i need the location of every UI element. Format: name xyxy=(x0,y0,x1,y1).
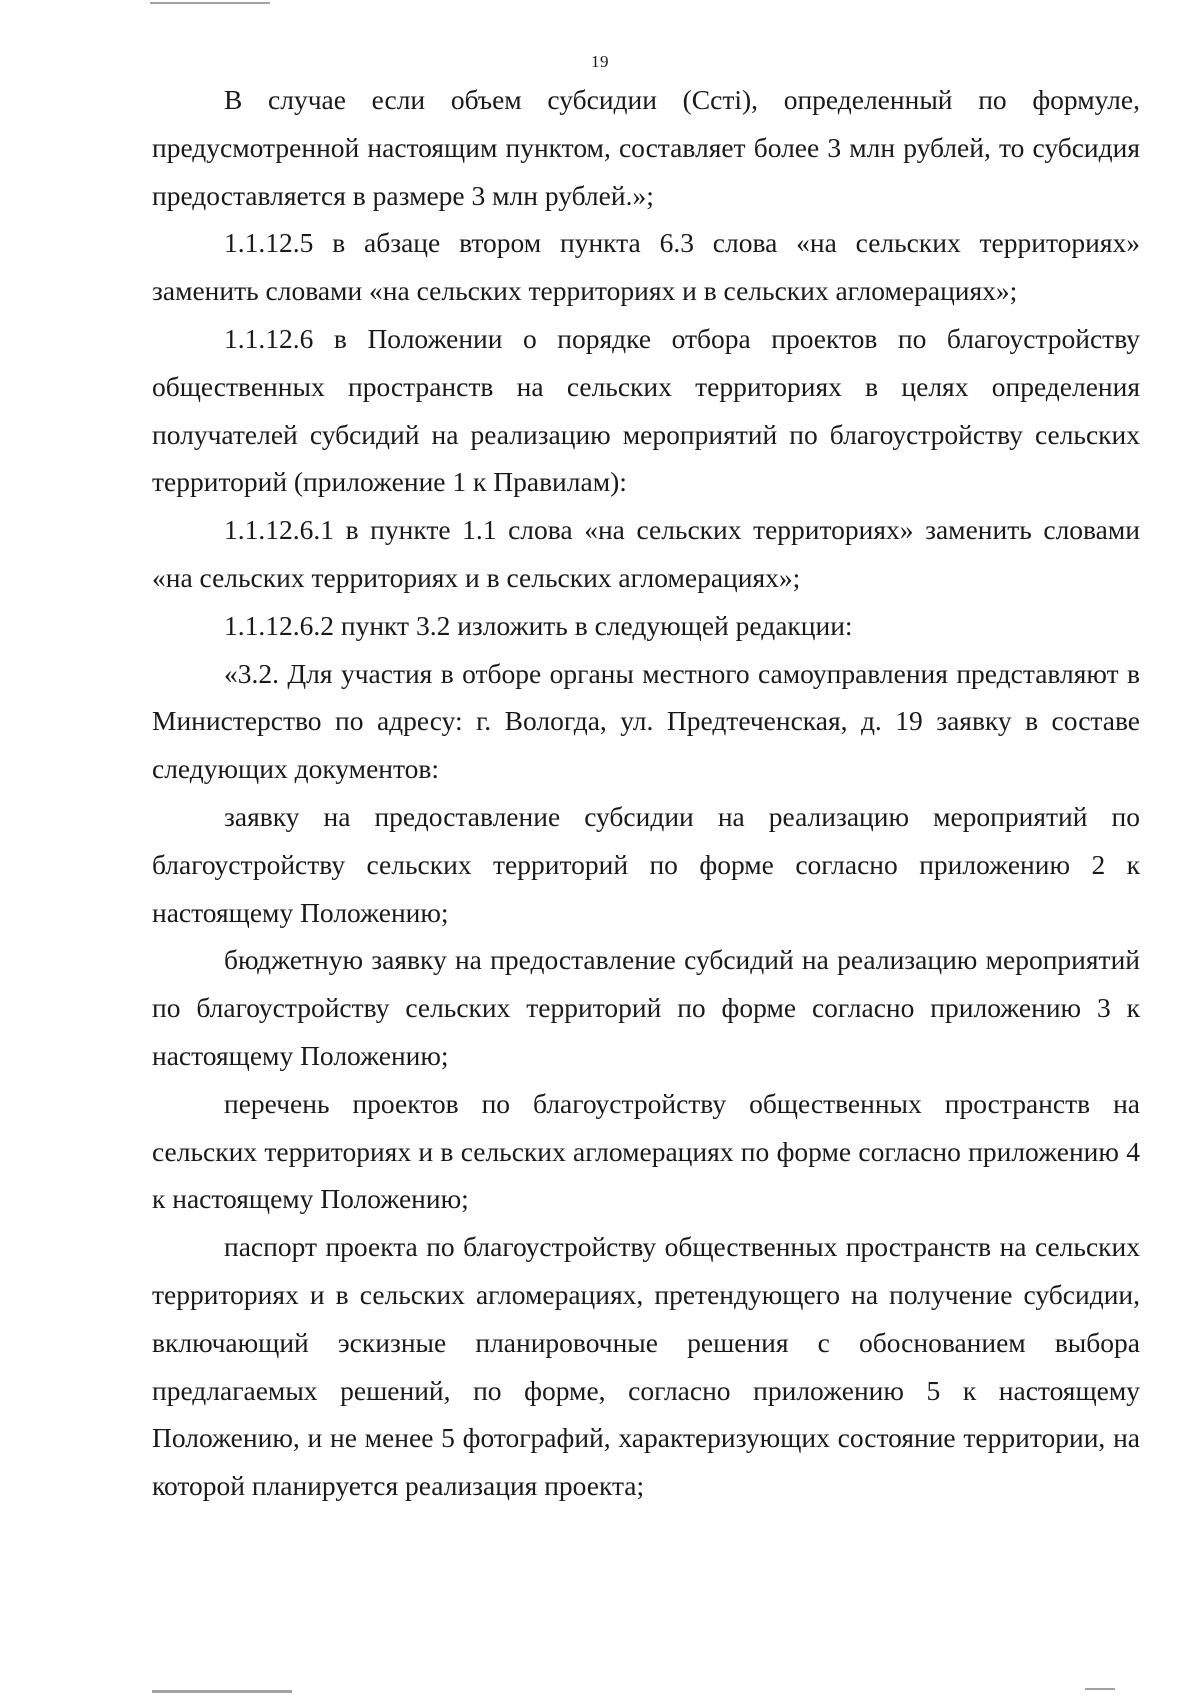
document-body xyxy=(152,76,1140,1510)
scan-artifact-bottom-left xyxy=(152,1690,292,1693)
paragraph-budget-application: бюджетную заявку на предоставление субсидий на реализацию мероприятий по благоустройству сельских территорий по форме согласно приложению 3 к настоящему Положению; xyxy=(152,944,1140,1071)
paragraph-3-2: «3.2. Для участия в отборе органы местного самоуправления представляют в Министерство по адресу: г. Вологда, ул. Предтеченская, д. 19 заявку в составе следующих документов: xyxy=(152,657,1140,785)
paragraph-application: заявку на предоставление субсидии на реализацию мероприятий по благоустройству сельских территорий по форме согласно приложению 2 к настоящему Положению; xyxy=(152,800,1140,928)
paragraph-1-1-12-5: 1.1.12.5 в абзаце втором пункта 6.3 слова «на сельских территориях» заменить словами «на сельских территориях и в сельских агломерациях»; xyxy=(152,227,1140,307)
paragraph-subsidy-limit: В случае если объем субсидии (Ccтi), определенный по формуле, предусмотренной настоящим пунктом, составляет более 3 млн рублей, то субсидия предоставляется в размере 3 млн рублей.»; xyxy=(152,84,1140,211)
paragraph-project-list: перечень проектов по благоустройству общественных пространств на сельских территориях и в сельских агломерациях по форме согласно приложению 4 к настоящему Положению; xyxy=(152,1087,1140,1215)
paragraph-project-passport: паспорт проекта по благоустройству общественных пространств на сельских территориях и в сельских агломерациях, претендующего на получение субсидии, включающий эскизные планировочные решения с обоснованием выбора предлагаемых решений, по форме, согласно приложению 5 к настоящему Положению, и не менее 5 фотографий, характеризующих состояние территории, на которой планируется реализация проекта; xyxy=(152,1231,1140,1502)
paragraph-1-1-12-6-1: 1.1.12.6.1 в пункте 1.1 слова «на сельских территориях» заменить словами «на сельских территориях и в сельских агломерациях»; xyxy=(152,514,1140,593)
paragraph-1-1-12-6: 1.1.12.6 в Положении о порядке отбора проектов по благоустройству общественных пространств на сельских территориях в целях определения получателей субсидий на реализацию мероприятий по благоустройству сельских территорий (приложение 1 к Правилам): xyxy=(152,322,1140,498)
scan-artifact-top xyxy=(150,2,270,4)
page-number: 19 xyxy=(591,52,609,71)
paragraph-1-1-12-6-2: 1.1.12.6.2 пункт 3.2 изложить в следующей редакции: xyxy=(224,609,853,641)
scan-artifact-bottom-right xyxy=(1085,1688,1115,1690)
